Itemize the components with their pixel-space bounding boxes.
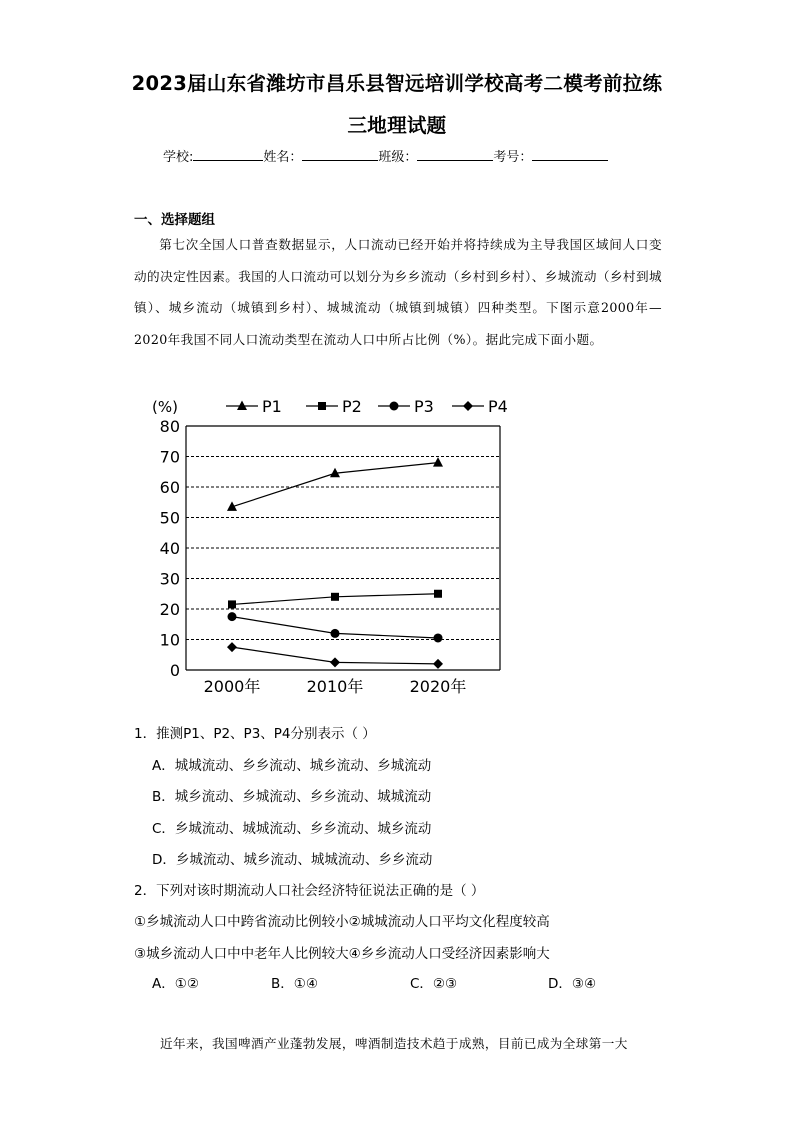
question-2-choice-a[interactable]: A．①② — [152, 976, 199, 992]
y-tick-label: 40 — [159, 539, 180, 558]
y-tick-label: 50 — [159, 508, 180, 528]
name-blank[interactable] — [302, 147, 378, 161]
question-2-stem: 2．下列对该时期流动人口社会经济特征说法正确的是（ ） — [134, 883, 485, 899]
chart-legend — [226, 397, 508, 416]
question-2-choice-c[interactable]: C．②③ — [410, 976, 458, 992]
series-p3-point — [228, 612, 237, 621]
name-label: 姓名： — [263, 150, 303, 165]
class-label: 班级： — [378, 150, 418, 165]
legend-p4-marker — [463, 401, 473, 411]
school-blank[interactable] — [193, 147, 263, 161]
chart-axes — [160, 417, 500, 696]
section-heading: 一、选择题组 — [134, 212, 215, 228]
x-tick-label: 2020年 — [409, 677, 467, 696]
document-title-line2: 三地理试题 — [347, 114, 447, 137]
question-2-choice-b[interactable]: B．①④ — [271, 976, 318, 992]
legend-p2-marker — [318, 402, 326, 410]
legend-p3-label: P3 — [414, 397, 434, 416]
school-label: 学校: — [163, 150, 194, 165]
question-2-statements-2: ③城乡流动人口中中老年人比例较大④乡乡流动人口受经济因素影响大 — [134, 946, 550, 962]
class-blank[interactable] — [417, 147, 493, 161]
question-2-choice-d[interactable]: D．③④ — [548, 976, 597, 992]
legend-p4-label: P4 — [488, 397, 508, 416]
legend-p3-marker — [390, 402, 399, 411]
exam-no-blank[interactable] — [532, 147, 608, 161]
question-1-option-b[interactable]: B．城乡流动、乡城流动、乡乡流动、城城流动 — [152, 789, 432, 805]
y-axis-unit-label: (%) — [152, 398, 178, 416]
exam-no-label: 考号： — [493, 150, 533, 165]
chart-gridlines — [186, 457, 500, 640]
series-p4-point — [330, 657, 340, 667]
y-tick-label: 0 — [169, 661, 180, 680]
legend-p1-marker — [237, 401, 247, 411]
y-tick-label: 80 — [159, 417, 180, 436]
legend-p2-label: P2 — [342, 397, 362, 416]
series-p1-point — [433, 457, 443, 467]
y-tick-label: 20 — [159, 600, 180, 619]
series-p4-point — [433, 659, 443, 669]
y-tick-label: 10 — [159, 630, 180, 650]
series-p2-point — [228, 600, 236, 608]
series-p4-point — [227, 642, 237, 652]
series-p2-point — [331, 593, 339, 601]
legend-p1-label: P1 — [262, 397, 282, 416]
next-passage-text: 近年来，我国啤酒产业蓬勃发展，啤酒制造技术趋于成熟，目前已成为全球第一大 — [160, 1036, 628, 1051]
series-p3-point — [331, 629, 340, 638]
question-2-statements-1: ①乡城流动人口中跨省流动比例较小②城城流动人口平均文化程度较高 — [134, 914, 550, 930]
student-info-line — [163, 146, 608, 165]
series-p2-point — [434, 590, 442, 598]
x-tick-label: 2000年 — [203, 677, 261, 696]
question-1-option-d[interactable]: D．乡城流动、城乡流动、城城流动、乡乡流动 — [152, 852, 433, 868]
question-1-stem: 1．推测P1、P2、P3、P4分别表示（ ） — [134, 726, 376, 742]
document-title: 2023届山东省潍坊市昌乐县智远培训学校高考二模考前拉练 — [131, 72, 663, 95]
question-1-option-c[interactable]: C．乡城流动、城城流动、乡乡流动、城乡流动 — [152, 821, 432, 837]
x-tick-label: 2010年 — [306, 677, 364, 696]
chart-series — [227, 457, 443, 669]
population-flow-chart — [140, 394, 520, 704]
y-tick-label: 60 — [159, 478, 180, 497]
y-tick-label: 70 — [159, 447, 180, 467]
question-1-option-a[interactable]: A．城城流动、乡乡流动、城乡流动、乡城流动 — [152, 758, 432, 774]
y-tick-label: 30 — [159, 569, 180, 589]
passage-paragraph: 第七次全国人口普查数据显示，人口流动已经开始并将持续成为主导我国区域间人口变动的决定性因素。我国的人口流动可以划分为乡乡流动（乡村到乡村）、乡城流动（乡村到城镇）、城乡流动（城镇到乡村）、城城流动（城镇到城镇）四种类型。下图示意2000年—2020年我国不同人口流动类型在流动人口中所占比例（%）。据此完成下面小题。 — [134, 237, 662, 347]
series-p3-point — [434, 633, 443, 642]
